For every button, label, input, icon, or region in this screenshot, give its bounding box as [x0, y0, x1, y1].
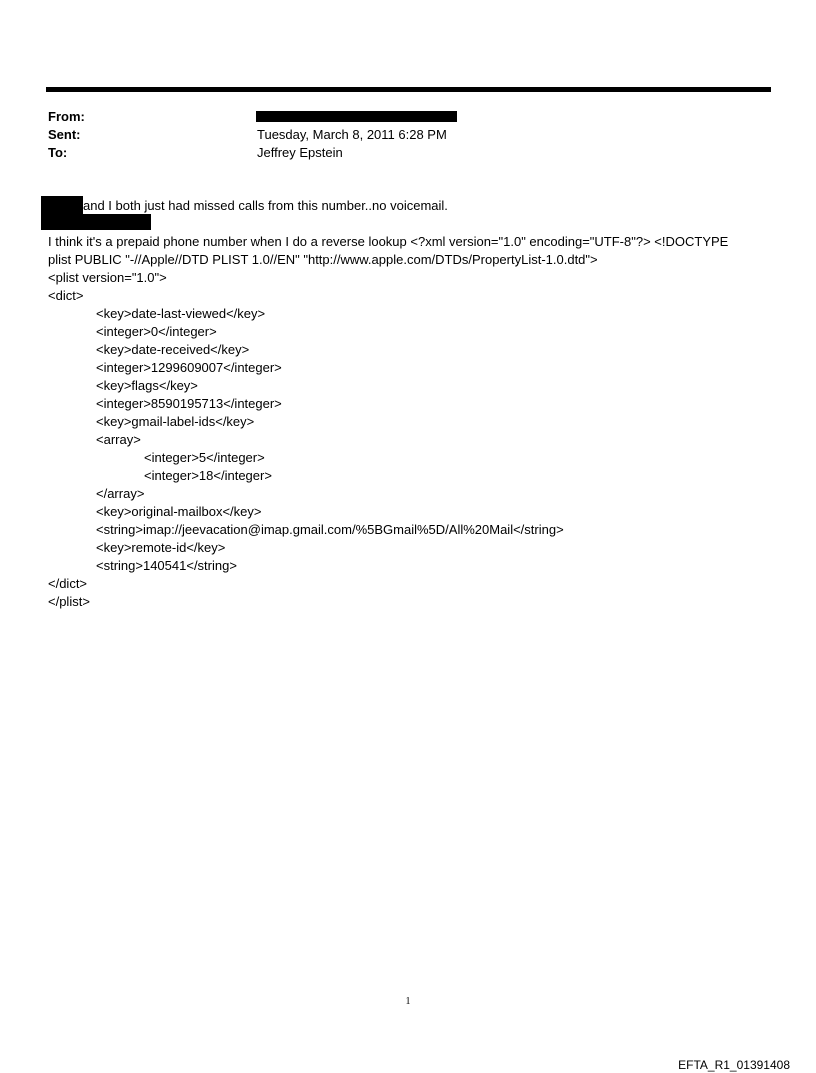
bates-number: EFTA_R1_01391408	[678, 1058, 790, 1072]
body-line: <integer>0</integer>	[96, 324, 217, 339]
from-label: From:	[48, 109, 85, 124]
body-line: <string>140541</string>	[96, 558, 237, 573]
body-line: </dict>	[48, 576, 88, 591]
body-line: plist PUBLIC "-//Apple//DTD PLIST 1.0//EN" "http://www.apple.com/DTDs/PropertyList-1.0.dtd">	[48, 252, 598, 267]
body-line: <key>remote-id</key>	[96, 540, 226, 555]
body-line: </array>	[96, 486, 145, 501]
body-line: </plist>	[48, 594, 90, 609]
body-line: <integer>18</integer>	[144, 468, 272, 483]
redacted-name-continued	[41, 214, 151, 230]
to-value: Jeffrey Epstein	[257, 145, 343, 160]
body-line: <key>original-mailbox</key>	[96, 504, 262, 519]
sent-value: Tuesday, March 8, 2011 6:28 PM	[257, 127, 447, 142]
sent-label: Sent:	[48, 127, 81, 142]
body-line: <key>date-last-viewed</key>	[96, 306, 266, 321]
body-line: <integer>8590195713</integer>	[96, 396, 282, 411]
body-line: <array>	[96, 432, 141, 447]
body-line: <key>flags</key>	[96, 378, 198, 393]
body-first-line: and I both just had missed calls from this number..no voicemail.	[83, 198, 448, 213]
body-line: <key>gmail-label-ids</key>	[96, 414, 255, 429]
body-line: <integer>5</integer>	[144, 450, 265, 465]
body-line: <string>imap://jeevacation@imap.gmail.com/%5BGmail%5D/All%20Mail</string>	[96, 522, 564, 537]
to-label: To:	[48, 145, 68, 160]
page-number: 1	[405, 996, 411, 1007]
body-line: I think it's a prepaid phone number when I do a reverse lookup <?xml version="1.0" encoding="UTF-8"?> <!DOCTYPE	[48, 234, 729, 249]
body-line: <key>date-received</key>	[96, 342, 250, 357]
body-line: <integer>1299609007</integer>	[96, 360, 282, 375]
body-line: <plist version="1.0">	[48, 270, 167, 285]
header-rule	[46, 87, 771, 92]
body-line: <dict>	[48, 288, 84, 303]
redacted-sender	[256, 111, 457, 122]
